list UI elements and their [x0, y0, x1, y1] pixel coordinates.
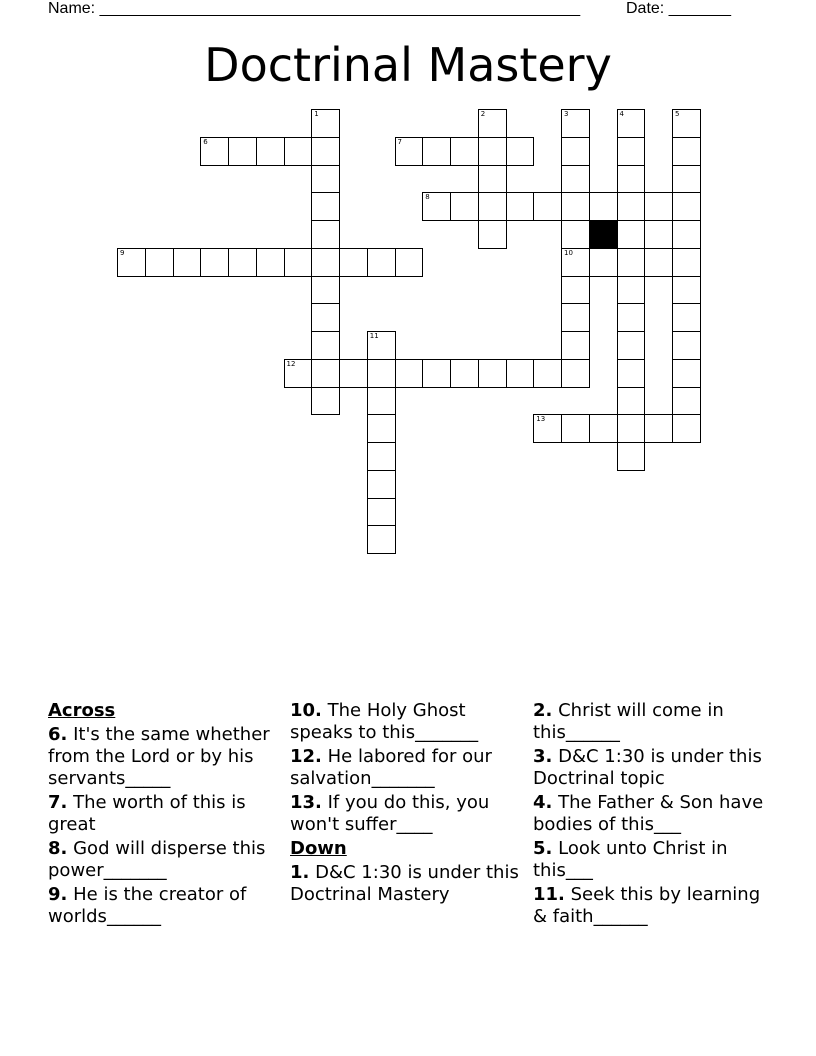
- grid-cell[interactable]: [672, 359, 701, 388]
- clue-text: He is the creator of worlds______: [48, 884, 247, 927]
- clue-text: The Holy Ghost speaks to this_______: [290, 700, 479, 743]
- grid-cell[interactable]: [533, 414, 562, 443]
- clue-across-6: [48, 724, 284, 790]
- grid-cell[interactable]: [284, 248, 313, 277]
- clue-column-2: [290, 700, 524, 908]
- clue-across-10: [290, 700, 524, 744]
- grid-cell[interactable]: [367, 359, 396, 388]
- clue-text: It's the same whether from the Lord or by his servants_____: [48, 724, 270, 789]
- clue-text: The Father & Son have bodies of this___: [533, 792, 764, 835]
- grid-cell[interactable]: [367, 442, 396, 471]
- grid-cell[interactable]: [478, 137, 507, 166]
- grid-cell[interactable]: [672, 137, 701, 166]
- grid-cell[interactable]: [561, 109, 590, 138]
- across-heading: Across: [48, 700, 116, 721]
- grid-cell[interactable]: [367, 387, 396, 416]
- clue-number: 3.: [533, 746, 553, 767]
- clue-text: He labored for our salvation_______: [290, 746, 492, 789]
- grid-cell[interactable]: [561, 248, 590, 277]
- clue-text: Look unto Christ in this___: [533, 838, 728, 881]
- cell-number: 11: [369, 332, 379, 340]
- grid-cell[interactable]: [311, 165, 340, 194]
- clue-down-1: [290, 862, 524, 906]
- grid-cell[interactable]: [311, 109, 340, 138]
- cell-number: 3: [564, 110, 569, 118]
- grid-cell[interactable]: [395, 359, 424, 388]
- cell-number: 5: [675, 110, 680, 118]
- grid-cell[interactable]: [311, 387, 340, 416]
- grid-cell[interactable]: [173, 248, 202, 277]
- grid-cell[interactable]: [672, 414, 701, 443]
- grid-cell[interactable]: [561, 192, 590, 221]
- grid-cell[interactable]: [617, 165, 646, 194]
- clue-column-3: [533, 700, 773, 930]
- cell-number: 9: [120, 248, 125, 257]
- cell-number: 6: [203, 137, 208, 146]
- clue-down-5: [533, 838, 773, 882]
- grid-cell[interactable]: [228, 248, 257, 277]
- grid-cell[interactable]: [256, 248, 285, 277]
- grid-cell[interactable]: [478, 165, 507, 194]
- cell-number: 7: [397, 137, 402, 146]
- clue-down-2: [533, 700, 773, 744]
- grid-cell[interactable]: [506, 137, 535, 166]
- grid-cell[interactable]: [422, 192, 451, 221]
- name-field-label: Name: ______________________________________________________: [48, 0, 581, 17]
- clue-text: The worth of this is great: [48, 792, 246, 835]
- grid-cell[interactable]: [395, 137, 424, 166]
- cell-number: 12: [286, 359, 296, 368]
- clue-text: Seek this by learning & faith______: [533, 884, 761, 927]
- grid-cell[interactable]: [367, 470, 396, 499]
- grid-cell[interactable]: [644, 414, 673, 443]
- grid-cell[interactable]: [561, 137, 590, 166]
- grid-cell[interactable]: [395, 248, 424, 277]
- grid-cell[interactable]: [311, 248, 340, 277]
- grid-cell[interactable]: [117, 248, 146, 277]
- grid-cell[interactable]: [311, 303, 340, 332]
- grid-cell[interactable]: [617, 248, 646, 277]
- grid-cell[interactable]: [672, 248, 701, 277]
- grid-cell[interactable]: [228, 137, 257, 166]
- grid-cell[interactable]: [617, 387, 646, 416]
- grid-cell[interactable]: [533, 359, 562, 388]
- grid-cell[interactable]: [589, 414, 618, 443]
- cell-number: 8: [425, 193, 430, 202]
- grid-cell[interactable]: [644, 192, 673, 221]
- clue-number: 4.: [533, 792, 553, 813]
- grid-cell[interactable]: [672, 109, 701, 138]
- clue-number: 9.: [48, 884, 68, 905]
- clue-across-13: [290, 792, 524, 836]
- grid-cell[interactable]: [617, 359, 646, 388]
- grid-cell[interactable]: [672, 192, 701, 221]
- grid-cell[interactable]: [284, 359, 313, 388]
- clue-text: D&C 1:30 is under this Doctrinal topic: [533, 746, 762, 789]
- date-field-label: Date: _______: [626, 0, 731, 17]
- grid-cell[interactable]: [367, 248, 396, 277]
- grid-cell[interactable]: [478, 359, 507, 388]
- cell-number: 1: [314, 110, 319, 118]
- grid-cell[interactable]: [367, 525, 396, 554]
- grid-cell[interactable]: [367, 498, 396, 527]
- grid-cell[interactable]: [422, 137, 451, 166]
- grid-cell[interactable]: [200, 248, 229, 277]
- grid-cell[interactable]: [422, 359, 451, 388]
- grid-cell[interactable]: [450, 192, 479, 221]
- grid-cell[interactable]: [200, 137, 229, 166]
- clue-number: 5.: [533, 838, 553, 859]
- grid-cell[interactable]: [478, 192, 507, 221]
- clue-text: D&C 1:30 is under this Doctrinal Mastery: [290, 862, 519, 905]
- grid-cell[interactable]: [617, 331, 646, 360]
- clue-number: 7.: [48, 792, 68, 813]
- clue-column-1: [48, 700, 284, 930]
- grid-cell[interactable]: [367, 331, 396, 360]
- grid-cell[interactable]: [672, 303, 701, 332]
- clue-across-7: [48, 792, 284, 836]
- grid-cell[interactable]: [339, 359, 368, 388]
- page-title: Doctrinal Mastery: [204, 38, 612, 92]
- grid-cell[interactable]: [561, 414, 590, 443]
- grid-cell[interactable]: [256, 137, 285, 166]
- grid-cell[interactable]: [672, 220, 701, 249]
- grid-cell[interactable]: [617, 414, 646, 443]
- clue-down-11: [533, 884, 773, 928]
- cell-number: 10: [564, 248, 573, 257]
- grid-cell[interactable]: [617, 303, 646, 332]
- grid-cell[interactable]: [561, 331, 590, 360]
- clue-number: 8.: [48, 838, 68, 859]
- grid-cell[interactable]: [561, 359, 590, 388]
- grid-cell[interactable]: [311, 359, 340, 388]
- grid-cell[interactable]: [589, 192, 618, 221]
- grid-cell[interactable]: [617, 192, 646, 221]
- clue-number: 6.: [48, 724, 68, 745]
- clue-text: God will disperse this power_______: [48, 838, 266, 881]
- grid-cell[interactable]: [145, 248, 174, 277]
- grid-cell[interactable]: [617, 137, 646, 166]
- grid-cell[interactable]: [311, 220, 340, 249]
- cell-number: 4: [619, 110, 624, 118]
- grid-cell[interactable]: [506, 192, 535, 221]
- grid-cell[interactable]: [478, 220, 507, 249]
- grid-cell[interactable]: [561, 220, 590, 249]
- grid-cell[interactable]: [672, 387, 701, 416]
- clue-down-4: [533, 792, 773, 836]
- cell-number: 2: [480, 110, 486, 118]
- grid-cell[interactable]: [506, 359, 535, 388]
- clue-number: 2.: [533, 700, 553, 721]
- grid-cell[interactable]: [450, 359, 479, 388]
- grid-cell[interactable]: [311, 331, 340, 360]
- grid-cell[interactable]: [533, 192, 562, 221]
- clue-number: 11.: [533, 884, 565, 905]
- grid-cell[interactable]: [561, 165, 590, 194]
- clue-number: 1.: [290, 862, 310, 883]
- grid-cell[interactable]: [672, 165, 701, 194]
- grid-cell[interactable]: [617, 220, 646, 249]
- clue-across-9: [48, 884, 284, 928]
- clue-across-8: [48, 838, 284, 882]
- grid-cell[interactable]: [367, 414, 396, 443]
- grid-cell[interactable]: [644, 248, 673, 277]
- clue-text: Christ will come in this______: [533, 700, 724, 743]
- clue-across-12: [290, 746, 524, 790]
- cell-number: 13: [536, 415, 546, 424]
- clue-number: 13.: [290, 792, 322, 813]
- grid-cell[interactable]: [450, 137, 479, 166]
- grid-cell[interactable]: [339, 248, 368, 277]
- grid-cell[interactable]: [478, 109, 507, 138]
- clue-down-3: [533, 746, 773, 790]
- grid-cell[interactable]: [617, 276, 646, 305]
- grid-cell[interactable]: [617, 442, 646, 471]
- grid-cell[interactable]: [672, 331, 701, 360]
- grid-cell[interactable]: [672, 276, 701, 305]
- grid-block-cell: [589, 220, 618, 249]
- grid-cell[interactable]: [311, 192, 340, 221]
- grid-cell[interactable]: [311, 276, 340, 305]
- grid-cell[interactable]: [617, 109, 646, 138]
- grid-cell[interactable]: [284, 137, 313, 166]
- down-heading: Down: [290, 838, 347, 859]
- grid-cell[interactable]: [589, 248, 618, 277]
- clue-number: 12.: [290, 746, 322, 767]
- clue-number: 10.: [290, 700, 322, 721]
- clue-text: If you do this, you won't suffer____: [290, 792, 490, 835]
- grid-cell[interactable]: [561, 276, 590, 305]
- grid-cell[interactable]: [311, 137, 340, 166]
- grid-cell[interactable]: [561, 303, 590, 332]
